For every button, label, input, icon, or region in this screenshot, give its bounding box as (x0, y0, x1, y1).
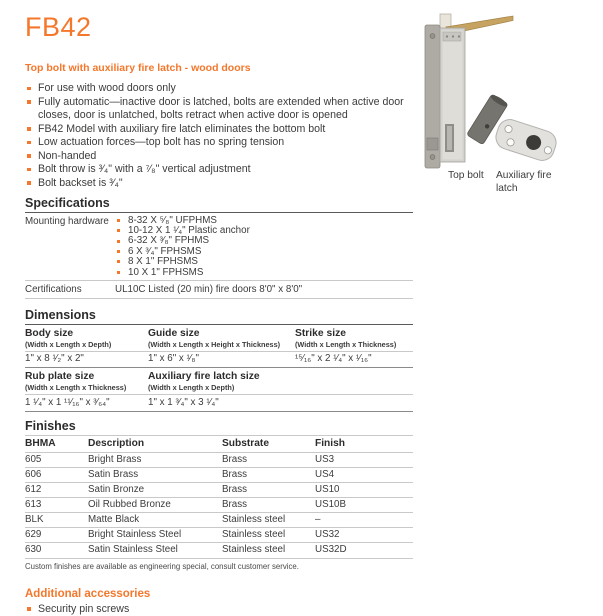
finish-cell: 629 (25, 528, 88, 542)
dim-subtitle: (Width x Length x Thickness) (25, 383, 148, 392)
spec-hardware-text: 8-32 X ⁵⁄₈" UFPHMS (128, 215, 217, 226)
bullet-icon (27, 100, 31, 104)
finish-row (25, 468, 413, 482)
finish-row (25, 543, 413, 557)
dim-value: 1 ¹⁄₄" x 1 ¹¹⁄₁₆" x ³⁄₆₄" (25, 395, 148, 411)
bullet-icon (117, 260, 120, 263)
finish-cell: US10 (315, 483, 413, 497)
bullet-icon (27, 154, 31, 158)
bullet-icon (27, 87, 31, 91)
screw (446, 35, 448, 37)
spec-hardware-list (115, 216, 250, 278)
finish-cell: – (315, 513, 413, 527)
accessory-item (25, 603, 413, 616)
dim-value: 1" x 1 ³⁄₄" x 3 ¹⁄₄" (148, 395, 295, 411)
finish-column-header: BHMA (25, 436, 88, 452)
feature-text: For use with wood doors only (38, 82, 176, 94)
finishes-header-row (25, 436, 413, 452)
dim-subtitle: (Width x Length x Height x Thickness) (148, 340, 295, 349)
screw (430, 155, 435, 160)
dim-title: Auxiliary fire latch size (148, 371, 295, 382)
accessory-text: Security pin screws (38, 603, 129, 615)
dim-subtitle: (Width x Length x Thickness) (295, 340, 412, 349)
finish-row (25, 528, 413, 542)
finish-row (25, 453, 413, 467)
finish-cell: 605 (25, 453, 88, 467)
dimensions-value-row (25, 395, 413, 411)
divider (25, 298, 413, 299)
finish-cell: US4 (315, 468, 413, 482)
dim-subtitle: (Width x Length x Depth) (148, 383, 295, 392)
feature-text: FB42 Model with auxiliary fire latch eliminates the bottom bolt (38, 123, 325, 135)
feature-item (25, 96, 413, 123)
dim-value: 1" x 8 ¹⁄₂" x 2" (25, 352, 148, 368)
finish-column-header: Description (88, 436, 222, 452)
feature-item (25, 136, 413, 150)
bullet-icon (27, 141, 31, 145)
finish-row (25, 498, 413, 512)
finish-row (25, 483, 413, 497)
feature-item (25, 150, 413, 164)
feature-text: Non-handed (38, 150, 96, 162)
feature-item (25, 177, 413, 191)
spec-hardware-text: 6 X ³⁄₄" FPHSMS (128, 246, 201, 257)
spec-hardware-item (115, 268, 250, 278)
spec-label: Mounting hardware (25, 216, 115, 278)
finish-cell: Satin Stainless Steel (88, 543, 222, 557)
feature-text: Fully automatic—inactive door is latched, bolts are extended when active door closes, door is unlatched, bolts retract when active door is opened (38, 96, 404, 122)
spec-row-certifications (25, 281, 413, 297)
dimensions-value-row (25, 352, 413, 368)
accessories-list (25, 603, 413, 616)
finish-cell: US32D (315, 543, 413, 557)
aux-fire-latch-image (478, 92, 564, 164)
finish-cell: US10B (315, 498, 413, 512)
divider (25, 411, 413, 412)
page-title: FB42 (25, 14, 413, 41)
dim-header-empty (295, 368, 412, 394)
product-figures (420, 12, 598, 212)
spec-value: UL10C Listed (20 min) fire doors 8'0" x 8'0" (115, 284, 302, 295)
aux-fire-latch-label: Auxiliary fire latch (496, 170, 558, 195)
bullet-icon (27, 168, 31, 172)
finish-cell: 613 (25, 498, 88, 512)
bullet-icon (27, 607, 31, 611)
spec-hardware-text: 6-32 X ³⁄₈" FPHMS (128, 235, 209, 246)
dim-header (25, 325, 148, 351)
dim-header (25, 368, 148, 394)
bullet-icon (27, 127, 31, 131)
feature-item (25, 163, 413, 177)
finish-cell: 630 (25, 543, 88, 557)
dim-subtitle: (Width x Length x Depth) (25, 340, 148, 349)
accessories-heading: Additional accessories (25, 587, 413, 601)
dim-title: Body size (25, 328, 148, 339)
finish-cell: Stainless steel (222, 528, 315, 542)
spec-hardware-text: 10 X 1" FPHSMS (128, 267, 203, 278)
latch-plate (493, 116, 559, 163)
spec-label: Certifications (25, 284, 115, 295)
spec-row-mounting (25, 213, 413, 280)
feature-list (25, 82, 413, 190)
finish-cell: Bright Stainless Steel (88, 528, 222, 542)
finish-cell: Stainless steel (222, 513, 315, 527)
dim-title: Strike size (295, 328, 412, 339)
finish-cell: Brass (222, 468, 315, 482)
bullet-icon (27, 181, 31, 185)
top-bolt-label: Top bolt (448, 170, 488, 183)
dim-value: ¹⁵⁄₁₆" x 2 ¹⁄₄" x ¹⁄₁₆" (295, 352, 412, 368)
finish-cell: US3 (315, 453, 413, 467)
feature-item (25, 123, 413, 137)
finish-cell: Bright Brass (88, 453, 222, 467)
screw (458, 35, 460, 37)
finish-row (25, 513, 413, 527)
bullet-icon (117, 240, 120, 243)
specifications-heading: Specifications (25, 196, 413, 210)
feature-text: Bolt throw is ³⁄₄" with a ⁷⁄₈" vertical adjustment (38, 163, 251, 175)
finish-column-header: Substrate (222, 436, 315, 452)
feature-item (25, 82, 413, 96)
dimensions-header-row (25, 368, 413, 394)
dimensions-heading: Dimensions (25, 308, 413, 322)
main-content (25, 14, 413, 616)
divider (25, 558, 413, 559)
finish-cell: Brass (222, 498, 315, 512)
dim-title: Guide size (148, 328, 295, 339)
finish-cell: BLK (25, 513, 88, 527)
latch-trigger (427, 138, 438, 150)
bullet-icon (117, 271, 120, 274)
finish-cell: Matte Black (88, 513, 222, 527)
feature-text: Bolt backset is ³⁄₄" (38, 177, 123, 189)
screw (452, 35, 454, 37)
finish-cell: 606 (25, 468, 88, 482)
finish-cell: Brass (222, 483, 315, 497)
dimensions-header-row (25, 325, 413, 351)
dim-header (295, 325, 412, 351)
bolt-rod (447, 126, 452, 150)
dim-title: Rub plate size (25, 371, 148, 382)
spec-hardware-text: 10-12 X 1 ¹⁄₄" Plastic anchor (128, 225, 250, 236)
finish-cell: Brass (222, 453, 315, 467)
bullet-icon (117, 229, 120, 232)
dim-header (148, 368, 295, 394)
screw (430, 34, 435, 39)
finish-cell: US32 (315, 528, 413, 542)
dim-header (148, 325, 295, 351)
feature-text: Low actuation forces—top bolt has no spring tension (38, 136, 284, 148)
bullet-icon (117, 219, 120, 222)
finishes-heading: Finishes (25, 419, 413, 433)
bullet-icon (117, 250, 120, 253)
finish-cell: Satin Brass (88, 468, 222, 482)
dim-value: 1" x 6" x ¹⁄₈" (148, 352, 295, 368)
finishes-footnote: Custom finishes are available as engineering special, consult customer service. (25, 562, 413, 571)
finish-cell: 612 (25, 483, 88, 497)
finish-cell: Satin Bronze (88, 483, 222, 497)
finish-cell: Stainless steel (222, 543, 315, 557)
finish-column-header: Finish (315, 436, 413, 452)
dim-value-empty (295, 395, 412, 411)
page-subtitle: Top bolt with auxiliary fire latch - wood doors (25, 62, 413, 74)
finish-cell: Oil Rubbed Bronze (88, 498, 222, 512)
spec-hardware-text: 8 X 1" FPHSMS (128, 256, 198, 267)
